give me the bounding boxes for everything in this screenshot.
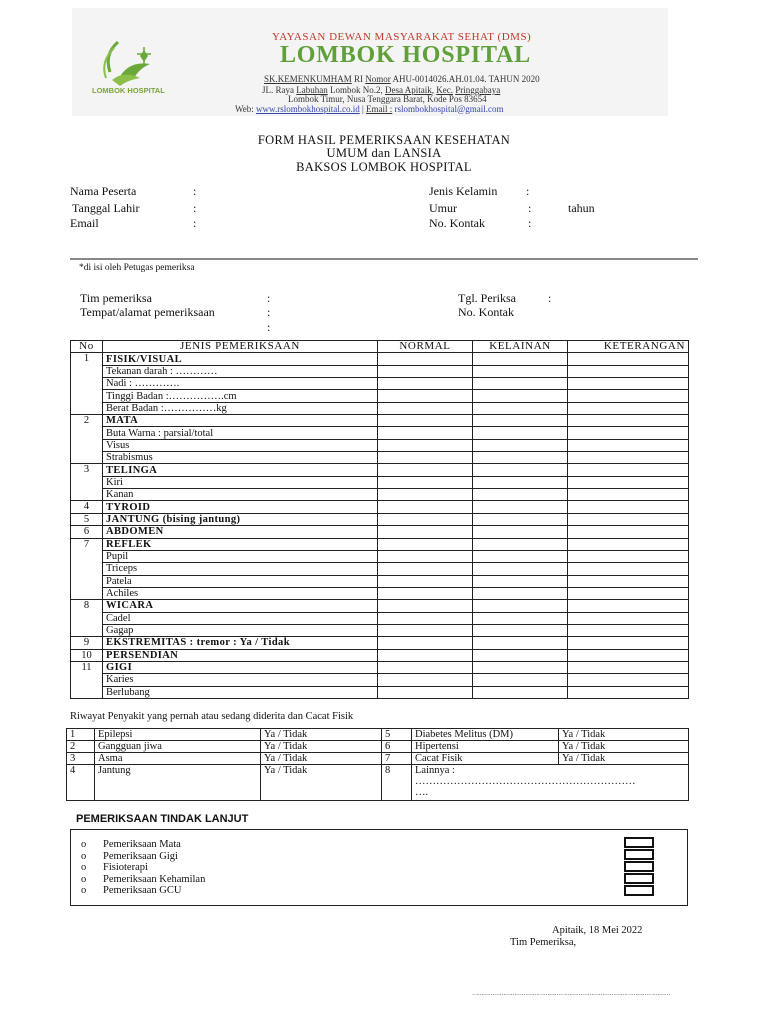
label-no-kontak-petugas: No. Kontak (458, 305, 514, 319)
address-line-2: Lombok Timur, Nusa Tenggara Barat, Kode Pos 83654 (288, 94, 487, 104)
web-sep: | (359, 104, 367, 114)
kelainan-cell[interactable] (473, 624, 568, 636)
keterangan-cell[interactable] (568, 587, 689, 599)
table-header-row (71, 341, 689, 353)
normal-cell[interactable] (378, 402, 473, 414)
kelainan-cell[interactable] (473, 637, 568, 649)
col-header-keterangan: KETERANGAN (568, 341, 689, 353)
table-row (71, 415, 689, 427)
exam-group-label: PERSENDIAN (103, 649, 378, 661)
table-row (71, 624, 689, 636)
col-header-kelainan: KELAINAN (473, 341, 568, 353)
examination-table (70, 340, 689, 699)
keterangan-cell[interactable] (568, 686, 689, 698)
email-link[interactable]: rslombokhospital@gmail.com (392, 104, 504, 114)
row-number: 5 (71, 513, 103, 525)
followup-item-label: Pemeriksaan Gigi (103, 850, 178, 862)
normal-cell[interactable] (378, 538, 473, 550)
history-number: 3 (67, 753, 95, 765)
normal-cell[interactable] (378, 649, 473, 661)
normal-cell[interactable] (378, 476, 473, 488)
history-number: 2 (67, 741, 95, 753)
form-title-1: FORM HASIL PEMERIKSAAN KESEHATAN (257, 133, 511, 147)
sk-nomor: Nomor (365, 74, 391, 84)
exam-group-label: JANTUNG (bising jantung) (103, 513, 378, 525)
kelainan-cell[interactable] (473, 402, 568, 414)
keterangan-cell[interactable] (568, 476, 689, 488)
kelainan-cell[interactable] (473, 674, 568, 686)
table-row (71, 538, 689, 550)
table-row (71, 674, 689, 686)
lainnya-label: Lainnya : (415, 765, 455, 776)
kelainan-cell[interactable] (473, 587, 568, 599)
history-option[interactable]: Ya / Tidak (261, 765, 382, 801)
history-option[interactable]: Ya / Tidak (559, 753, 689, 765)
history-disease: Cacat Fisik (412, 753, 559, 765)
table-row (71, 661, 689, 673)
addr-part: JL. Raya (262, 85, 297, 95)
lainnya-dots[interactable]: …. (415, 787, 429, 798)
colon: : (193, 184, 197, 198)
keterangan-cell[interactable] (568, 390, 689, 402)
exam-group-label: GIGI (103, 661, 378, 673)
keterangan-cell[interactable] (568, 637, 689, 649)
table-row (71, 402, 689, 414)
colon: : (193, 216, 197, 230)
addr-part: Desa Apitaik (385, 85, 432, 95)
kelainan-cell[interactable] (473, 353, 568, 365)
keterangan-cell[interactable] (568, 649, 689, 661)
exam-group-label: WICARA (103, 600, 378, 612)
normal-cell[interactable] (378, 600, 473, 612)
exam-item-label: Gagap (103, 624, 378, 636)
label-tempat-pemeriksaan: Tempat/alamat pemeriksaan (80, 305, 215, 319)
history-number: 4 (67, 765, 95, 801)
table-row (67, 753, 689, 765)
table-row (71, 637, 689, 649)
addr-part: Lombok No.2, (327, 85, 385, 95)
followup-item-label: Pemeriksaan GCU (103, 885, 182, 896)
kelainan-cell[interactable] (473, 378, 568, 390)
kelainan-cell[interactable] (473, 538, 568, 550)
table-row (71, 501, 689, 513)
normal-cell[interactable] (378, 526, 473, 538)
followup-item-label: Pemeriksaan Kehamilan (103, 873, 206, 885)
table-row (71, 464, 689, 476)
table-row (71, 526, 689, 538)
label-tgl-periksa: Tgl. Periksa (458, 291, 516, 305)
history-number: 7 (382, 753, 412, 765)
kelainan-cell[interactable] (473, 526, 568, 538)
keterangan-cell[interactable] (568, 353, 689, 365)
normal-cell[interactable] (378, 624, 473, 636)
exam-item-label: Tinggi Badan :…………….cm (103, 390, 378, 402)
signature-line: ……………………………………………………………………………………………… (472, 991, 670, 997)
row-number: 10 (71, 649, 103, 661)
history-disease: Asma (95, 753, 261, 765)
followup-checkbox[interactable] (624, 837, 654, 848)
kelainan-cell[interactable] (473, 427, 568, 439)
colon: : (267, 305, 271, 319)
web-label: Web: (235, 104, 257, 114)
exam-item-label: Achiles (103, 587, 378, 599)
followup-item (81, 851, 178, 862)
followup-box (70, 829, 688, 906)
normal-cell[interactable] (378, 415, 473, 427)
table-row (71, 390, 689, 402)
table-row (71, 587, 689, 599)
hospital-logo (88, 34, 178, 108)
row-number: 7 (71, 538, 103, 600)
kelainan-cell[interactable] (473, 464, 568, 476)
kelainan-cell[interactable] (473, 600, 568, 612)
col-header-normal: NORMAL (378, 341, 473, 353)
signature-place-date: Apitaik, 18 Mei 2022 (552, 925, 643, 936)
colon: : (528, 201, 532, 215)
keterangan-cell[interactable] (568, 464, 689, 476)
table-row (71, 575, 689, 587)
officer-note: *di isi oleh Petugas pemeriksa (79, 263, 195, 273)
exam-item-label: Karies (103, 674, 378, 686)
kelainan-cell[interactable] (473, 649, 568, 661)
label-no-kontak: No. Kontak (429, 216, 485, 230)
table-row (71, 353, 689, 365)
followup-checkbox[interactable] (624, 885, 654, 896)
followup-checkbox[interactable] (624, 849, 654, 860)
addr-part: Pringgabaya (455, 85, 501, 95)
bullet-icon: o (81, 839, 87, 850)
label-tanggal-lahir: Tanggal Lahir (72, 201, 140, 215)
row-number: 6 (71, 526, 103, 538)
keterangan-cell[interactable] (568, 427, 689, 439)
keterangan-cell[interactable] (568, 402, 689, 414)
web-link[interactable]: www.rslombokhospital.co.id (256, 104, 360, 114)
row-number: 8 (71, 600, 103, 637)
kelainan-cell[interactable] (473, 513, 568, 525)
keterangan-cell[interactable] (568, 365, 689, 377)
row-number: 1 (71, 353, 103, 415)
history-table-body (67, 729, 689, 801)
followup-checkbox[interactable] (624, 861, 654, 872)
history-number: 6 (382, 741, 412, 753)
normal-cell[interactable] (378, 661, 473, 673)
col-header-no: No (71, 341, 103, 353)
followup-item (81, 839, 181, 850)
history-disease: Jantung (95, 765, 261, 801)
table-row (71, 612, 689, 624)
bullet-icon: o (81, 885, 87, 896)
exam-item-label: Kiri (103, 476, 378, 488)
normal-cell[interactable] (378, 563, 473, 575)
normal-cell[interactable] (378, 587, 473, 599)
table-row (71, 513, 689, 525)
form-title-2: UMUM dan LANSIA (326, 146, 442, 160)
exam-item-label: Visus (103, 439, 378, 451)
lainnya-dots[interactable]: ……………………………………………………… (415, 776, 636, 787)
keterangan-cell[interactable] (568, 538, 689, 550)
sk-label: SK.KEMENKUMHAM (264, 74, 352, 84)
kelainan-cell[interactable] (473, 489, 568, 501)
exam-group-label: REFLEK (103, 538, 378, 550)
keterangan-cell[interactable] (568, 489, 689, 501)
keterangan-cell[interactable] (568, 378, 689, 390)
kelainan-cell[interactable] (473, 452, 568, 464)
keterangan-cell[interactable] (568, 624, 689, 636)
exam-item-label: Buta Warna : parsial/total (103, 427, 378, 439)
exam-group-label: TYROID (103, 501, 378, 513)
kelainan-cell[interactable] (473, 390, 568, 402)
sk-rest: AHU-0014026.AH.01.04. TAHUN 2020 (390, 74, 540, 84)
logo-text: LOMBOK HOSPITAL (92, 86, 165, 95)
normal-cell[interactable] (378, 550, 473, 562)
exam-item-label: Strabismus (103, 452, 378, 464)
keterangan-cell[interactable] (568, 612, 689, 624)
bullet-icon: o (81, 873, 87, 885)
table-row (67, 741, 689, 753)
normal-cell[interactable] (378, 439, 473, 451)
normal-cell[interactable] (378, 365, 473, 377)
table-row (71, 427, 689, 439)
hospital-name: LOMBOK HOSPITAL (280, 42, 531, 68)
followup-item (81, 885, 181, 896)
label-email: Email (70, 216, 99, 230)
followup-item (81, 862, 148, 873)
row-number: 4 (71, 501, 103, 513)
followup-item-label: Pemeriksaan Mata (103, 839, 181, 850)
table-row (71, 489, 689, 501)
table-row (71, 439, 689, 451)
letterhead (72, 8, 668, 116)
table-row (67, 765, 689, 801)
exam-group-label: ABDOMEN (103, 526, 378, 538)
registration-line (264, 74, 540, 84)
history-number: 5 (382, 729, 412, 741)
exam-group-label: TELINGA (103, 464, 378, 476)
row-number: 9 (71, 637, 103, 649)
kelainan-cell[interactable] (473, 563, 568, 575)
exam-item-label: Cadel (103, 612, 378, 624)
normal-cell[interactable] (378, 427, 473, 439)
row-number: 2 (71, 415, 103, 464)
normal-cell[interactable] (378, 489, 473, 501)
kelainan-cell[interactable] (473, 476, 568, 488)
bullet-icon: o (81, 850, 87, 862)
label-nama-peserta: Nama Peserta (70, 184, 137, 198)
row-number: 11 (71, 661, 103, 698)
exam-item-label: Nadi : …………. (103, 378, 378, 390)
normal-cell[interactable] (378, 575, 473, 587)
normal-cell[interactable] (378, 501, 473, 513)
history-disease: Diabetes Melitus (DM) (412, 729, 559, 741)
exam-item-label: Berlubang (103, 686, 378, 698)
history-option[interactable]: Ya / Tidak (559, 741, 689, 753)
col-header-jenis: JENIS PEMERIKSAAN (103, 341, 378, 353)
table-row (71, 452, 689, 464)
web-line (235, 104, 504, 114)
addr-part: , (431, 85, 437, 95)
keterangan-cell[interactable] (568, 452, 689, 464)
history-disease (412, 765, 689, 801)
history-disease: Epilepsi (95, 729, 261, 741)
foundation-name: YAYASAN DEWAN MASYARAKAT SEHAT (DMS) (272, 31, 532, 43)
colon: : (528, 216, 532, 230)
kelainan-cell[interactable] (473, 612, 568, 624)
label-umur: Umur (429, 201, 457, 215)
history-option[interactable]: Ya / Tidak (559, 729, 689, 741)
table-row (71, 563, 689, 575)
normal-cell[interactable] (378, 674, 473, 686)
keterangan-cell[interactable] (568, 439, 689, 451)
keterangan-cell[interactable] (568, 513, 689, 525)
label-tim-pemeriksa: Tim pemeriksa (80, 291, 152, 305)
history-disease: Hipertensi (412, 741, 559, 753)
kelainan-cell[interactable] (473, 415, 568, 427)
exam-item-label: Patela (103, 575, 378, 587)
table-row (71, 649, 689, 661)
email-label: Email : (366, 104, 393, 114)
history-option[interactable]: Ya / Tidak (261, 753, 382, 765)
normal-cell[interactable] (378, 378, 473, 390)
sk-ri: RI (351, 74, 366, 84)
table-row (71, 550, 689, 562)
bullet-icon: o (81, 862, 87, 873)
normal-cell[interactable] (378, 353, 473, 365)
table-row (67, 729, 689, 741)
colon: : (267, 291, 271, 305)
history-title: Riwayat Penyakit yang pernah atau sedang diderita dan Cacat Fisik (70, 711, 354, 722)
normal-cell[interactable] (378, 637, 473, 649)
addr-part: Kec. (436, 85, 453, 95)
kelainan-cell[interactable] (473, 501, 568, 513)
exam-item-label: Pupil (103, 550, 378, 562)
colon: : (548, 291, 552, 305)
exam-item-label: Triceps (103, 563, 378, 575)
colon: : (526, 184, 530, 198)
kelainan-cell[interactable] (473, 439, 568, 451)
table-row (71, 600, 689, 612)
keterangan-cell[interactable] (568, 575, 689, 587)
kelainan-cell[interactable] (473, 686, 568, 698)
label-jenis-kelamin: Jenis Kelamin (429, 184, 498, 198)
exam-item-label: Tekanan darah : ………… (103, 365, 378, 377)
normal-cell[interactable] (378, 686, 473, 698)
exam-group-label: MATA (103, 415, 378, 427)
normal-cell[interactable] (378, 612, 473, 624)
history-option[interactable]: Ya / Tidak (261, 741, 382, 753)
keterangan-cell[interactable] (568, 674, 689, 686)
keterangan-cell[interactable] (568, 563, 689, 575)
keterangan-cell[interactable] (568, 600, 689, 612)
table-row (71, 686, 689, 698)
history-option[interactable]: Ya / Tidak (261, 729, 382, 741)
addr-part: Labuhan (296, 85, 328, 95)
followup-checkbox[interactable] (624, 873, 654, 884)
divider (70, 258, 698, 260)
exam-item-label: Kanan (103, 489, 378, 501)
form-title-3: BAKSOS LOMBOK HOSPITAL (296, 160, 472, 174)
row-number: 3 (71, 464, 103, 501)
keterangan-cell[interactable] (568, 501, 689, 513)
followup-item (81, 874, 205, 885)
history-number: 1 (67, 729, 95, 741)
exam-group-label: FISIK/VISUAL (103, 353, 378, 365)
history-table (66, 728, 689, 801)
history-number: 8 (382, 765, 412, 801)
keterangan-cell[interactable] (568, 661, 689, 673)
exam-item-label: Berat Badan :……………kg (103, 402, 378, 414)
keterangan-cell[interactable] (568, 550, 689, 562)
followup-title: PEMERIKSAAN TINDAK LANJUT (76, 813, 249, 825)
table-row (71, 378, 689, 390)
keterangan-cell[interactable] (568, 415, 689, 427)
kelainan-cell[interactable] (473, 550, 568, 562)
signature-role: Tim Pemeriksa, (510, 937, 577, 948)
kelainan-cell[interactable] (473, 575, 568, 587)
examination-table-body (71, 353, 689, 699)
colon: : (267, 320, 271, 334)
normal-cell[interactable] (378, 452, 473, 464)
followup-item-label: Fisioterapi (103, 862, 148, 873)
label-tahun: tahun (568, 201, 595, 215)
normal-cell[interactable] (378, 464, 473, 476)
keterangan-cell[interactable] (568, 526, 689, 538)
normal-cell[interactable] (378, 513, 473, 525)
history-disease: Gangguan jiwa (95, 741, 261, 753)
normal-cell[interactable] (378, 390, 473, 402)
exam-group-label: EKSTREMITAS : tremor : Ya / Tidak (103, 637, 378, 649)
kelainan-cell[interactable] (473, 661, 568, 673)
colon: : (193, 201, 197, 215)
table-row (71, 476, 689, 488)
kelainan-cell[interactable] (473, 365, 568, 377)
table-row (71, 365, 689, 377)
